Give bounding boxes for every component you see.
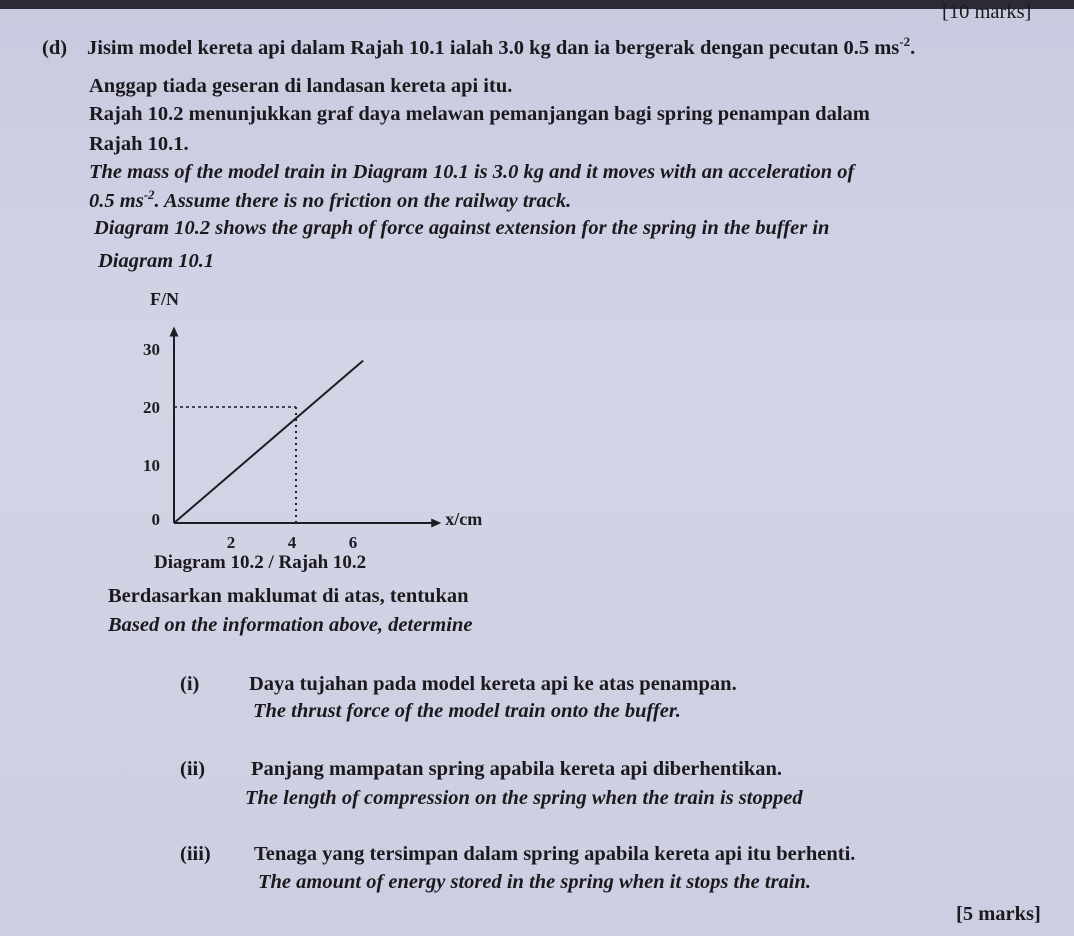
part-i-en: The thrust force of the model train onto the buffer. [253, 700, 681, 722]
x-tick-label: 6 [348, 533, 358, 552]
x-tick-label: 2 [226, 533, 236, 552]
part-ii-number: (ii) [180, 758, 206, 780]
graph-caption: Diagram 10.2 / Rajah 10.2 [154, 552, 367, 573]
instruction-en: Based on the information above, determine [108, 614, 473, 636]
force-extension-line [174, 361, 363, 523]
y-tick-label: 30 [143, 340, 160, 359]
part-ii-ms: Panjang mampatan spring apabila kereta api diberhentikan. [251, 758, 782, 780]
question-ms-line-4: Rajah 10.1. [89, 133, 189, 155]
y-tick-label: 0 [151, 510, 160, 529]
question-ms-line-1 [87, 36, 915, 60]
part-ii-en: The length of compression on the spring when the train is stopped [245, 787, 803, 809]
question-en-line-4: Diagram 10.1 [98, 250, 215, 272]
question-ms-line-2: Anggap tiada geseran di landasan kereta api itu. [89, 75, 513, 97]
instruction-ms: Berdasarkan maklumat di atas, tentukan [108, 585, 469, 607]
question-en-line-1: The mass of the model train in Diagram 10.1 is 3.0 kg and it moves with an acceleration of [89, 161, 855, 183]
y-tick-label: 10 [143, 456, 160, 475]
force-extension-graph [120, 285, 520, 570]
y-axis-label: F/N [150, 289, 179, 309]
en-line-2-exponent: -2 [143, 187, 155, 203]
ms-line-1-text: Jisim model kereta api dalam Rajah 10.1 ialah 3.0 kg dan ia bergerak dengan pecutan [87, 37, 844, 59]
question-label: (d) [42, 37, 68, 59]
total-marks: [10 marks] [942, 1, 1032, 23]
question-en-line-2 [89, 189, 571, 213]
en-line-2-text: . Assume there is no friction on the railway track. [154, 190, 572, 212]
part-i-ms: Daya tujahan pada model kereta api ke atas penampan. [249, 673, 737, 695]
y-axis-arrowhead [170, 326, 179, 336]
part-i-number: (i) [180, 673, 200, 695]
x-tick-label: 4 [287, 533, 297, 552]
x-axis-label: x/cm [445, 509, 483, 529]
y-tick-label: 20 [143, 398, 160, 417]
question-en-line-3: Diagram 10.2 shows the graph of force against extension for the spring in the buffer in [94, 217, 830, 239]
ms-line-1-end: . [910, 37, 916, 59]
part-iii-number: (iii) [180, 843, 211, 865]
part-iii-ms: Tenaga yang tersimpan dalam spring apabila kereta api itu berhenti. [254, 843, 856, 865]
part-iii-en: The amount of energy stored in the spring when it stops the train. [258, 871, 812, 893]
part-marks: [5 marks] [956, 903, 1041, 925]
page-top-edge [0, 0, 1074, 9]
en-line-2-unit: 0.5 ms [89, 190, 144, 212]
x-axis-arrowhead [431, 519, 441, 528]
question-ms-line-3: Rajah 10.2 menunjukkan graf daya melawan pemanjangan bagi spring penampan dalam [89, 103, 870, 125]
ms-line-1-exponent: -2 [899, 34, 911, 50]
ms-line-1-unit: 0.5 ms [843, 37, 900, 59]
